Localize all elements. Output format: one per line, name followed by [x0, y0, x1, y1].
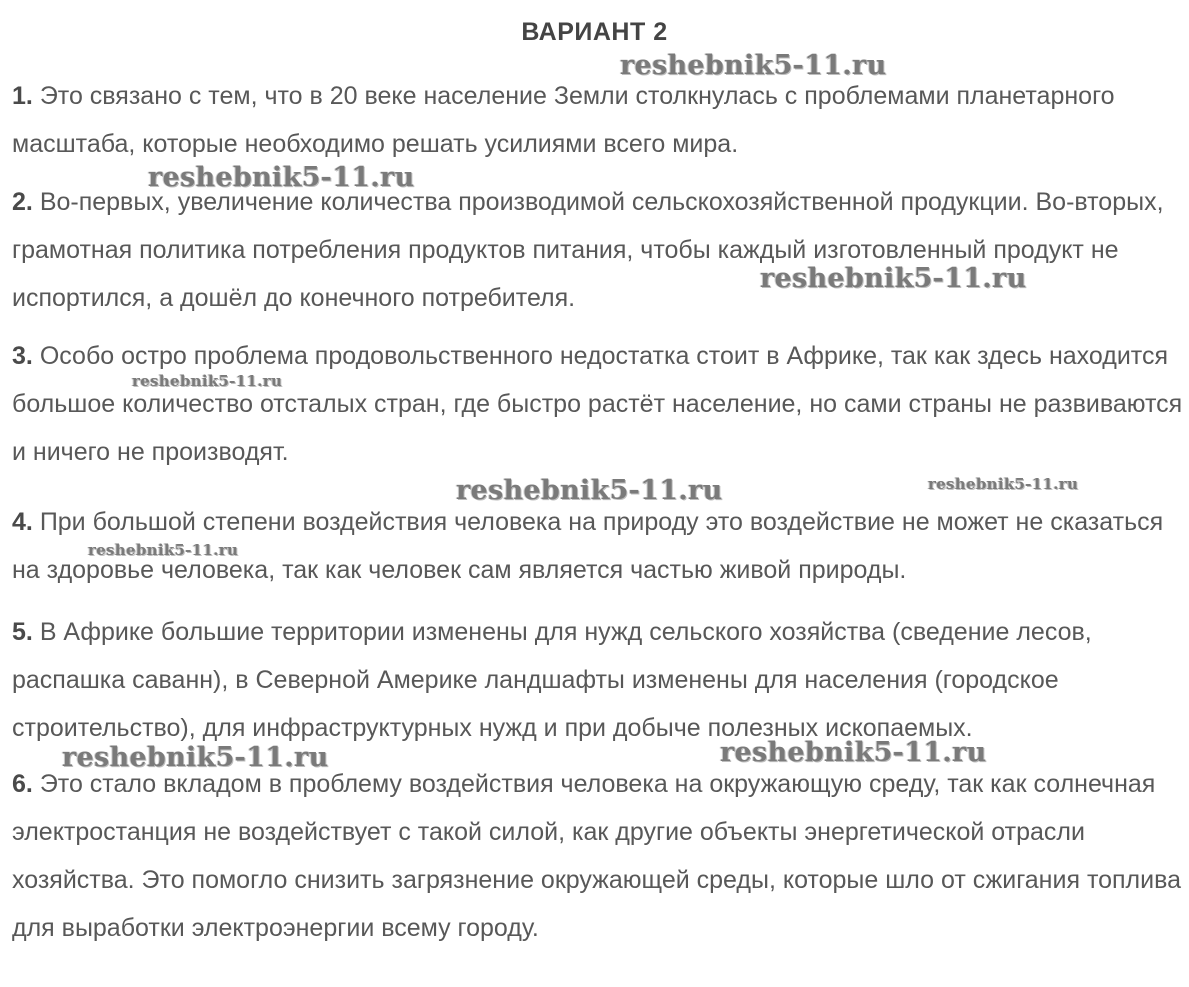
answer-number: 1. — [12, 82, 33, 110]
answer-6 — [12, 760, 1184, 952]
answer-3 — [12, 332, 1184, 476]
watermark: reshebnik5-11.ru — [132, 372, 283, 390]
answer-number: 4. — [12, 508, 33, 536]
answer-number: 3. — [12, 342, 33, 370]
answer-text: Особо остро проблема продовольственного недостатка стоит в Африке, так как здесь находится большое количество отсталых стран, где быстро растёт население, но сами страны не развиваются и ничего не производят. — [12, 342, 1183, 466]
watermark: reshebnik5-11.ru — [148, 162, 415, 193]
answer-text: Во-первых, увеличение количества производимой сельскохозяйственной продукции. Во-вторых, грамотная политика потребления продуктов питания, чтобы каждый изготовленный продукт не испортился, а дошёл до конечного потребителя. — [12, 188, 1164, 312]
answer-1 — [12, 72, 1184, 168]
answer-2 — [12, 178, 1184, 322]
answer-text: В Африке большие территории изменены для нужд сельского хозяйства (сведение лесов, распашка саванн), в Северной Америке ландшафты изменены для населения (городское строительство), для инфраструктурных нужд и при добыче полезных ископаемых. — [12, 618, 1092, 742]
watermark: reshebnik5-11.ru — [720, 737, 987, 768]
answer-number: 6. — [12, 770, 33, 798]
answer-4 — [12, 498, 1184, 594]
watermark: reshebnik5-11.ru — [62, 742, 329, 773]
answer-text: Это стало вкладом в проблему воздействия человека на окружающую среду, так как солнечная электростанция не воздействует с такой силой, как другие объекты энергетической отрасли хозяйства. Это помогло снизить загрязнение окружающей среды, которые шло от сжигания топлива для выработки электроэнергии всему городу. — [12, 770, 1182, 942]
answer-text: При большой степени воздействия человека на природу это воздействие не может не сказаться на здоровье человека, так как человек сам является частью живой природы. — [12, 508, 1164, 584]
answer-number: 5. — [12, 618, 33, 646]
page-title: ВАРИАНТ 2 — [521, 18, 668, 46]
watermark: reshebnik5-11.ru — [456, 475, 723, 506]
answer-text: Это связано с тем, что в 20 веке население Земли столкнулась с проблемами планетарного масштаба, которые необходимо решать усилиями всего мира. — [12, 82, 1115, 158]
watermark: reshebnik5-11.ru — [760, 263, 1027, 294]
watermark: reshebnik5-11.ru — [620, 50, 887, 81]
watermark: reshebnik5-11.ru — [88, 541, 239, 559]
watermark: reshebnik5-11.ru — [928, 475, 1079, 493]
answer-number: 2. — [12, 188, 33, 216]
answer-5 — [12, 608, 1184, 752]
